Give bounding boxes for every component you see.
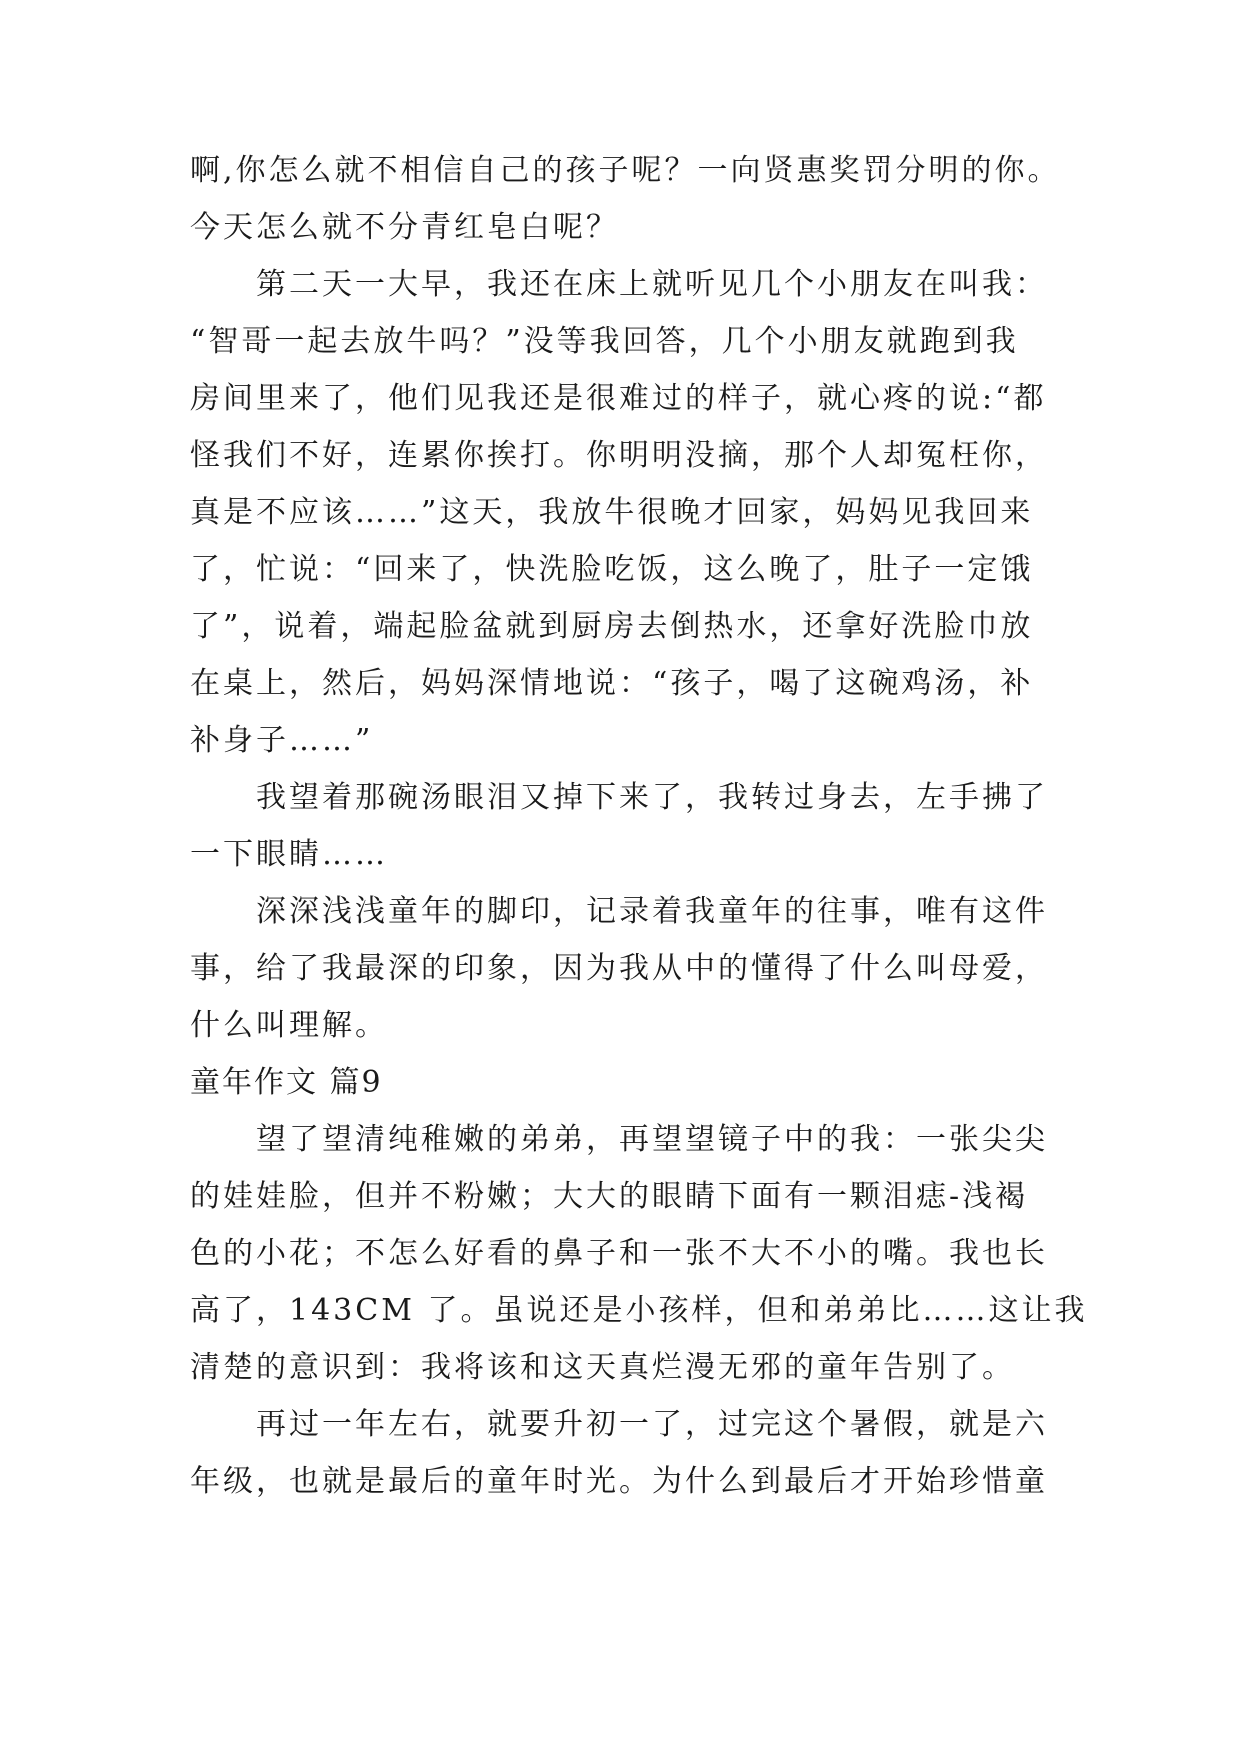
text-line: “智哥一起去放牛吗？”没等我回答，几个小朋友就跑到我 [190,324,1019,359]
text-line: 怪我们不好，连累你挨打。你明明没摘，那个人却冤枉你， [190,438,1048,473]
text-line: 我望着那碗汤眼泪又掉下来了，我转过身去，左手拂了 [256,780,1048,815]
text-line: 年级，也就是最后的童年时光。为什么到最后才开始珍惜童 [190,1464,1048,1499]
text-line: 再过一年左右，就要升初一了，过完这个暑假，就是六 [256,1407,1048,1442]
text-line: 深深浅浅童年的脚印，记录着我童年的往事，唯有这件 [256,894,1048,929]
text-line: 什么叫理解。 [190,1008,388,1043]
text-line: 一下眼睛…… [190,837,388,872]
text-line: 了，忙说：“回来了，快洗脸吃饭，这么晚了，肚子一定饿 [190,552,1034,587]
text-line: 高了，143CM 了。虽说还是小孩样，但和弟弟比……这让我 [190,1293,1088,1328]
text-line: 房间里来了，他们见我还是很难过的样子，就心疼的说:“都 [190,381,1047,416]
section-heading: 童年作文 篇9 [190,1065,383,1100]
text-line: 今天怎么就不分青红皂白呢？ [190,210,619,245]
text-line: 在桌上，然后，妈妈深情地说：“孩子，喝了这碗鸡汤，补 [190,666,1034,701]
text-line: 色的小花；不怎么好看的鼻子和一张不大不小的嘴。我也长 [190,1236,1048,1271]
text-line: 第二天一大早，我还在床上就听见几个小朋友在叫我： [256,267,1048,302]
text-line: 补身子……” [190,723,374,758]
text-line: 啊,你怎么就不相信自己的孩子呢？一向贤惠奖罚分明的你。 [190,153,1061,188]
text-line: 清楚的意识到：我将该和这天真烂漫无邪的童年告别了。 [190,1350,1015,1385]
text-line: 事，给了我最深的印象，因为我从中的懂得了什么叫母爱， [190,951,1048,986]
text-line: 真是不应该……”这天，我放牛很晚才回家，妈妈见我回来 [190,495,1034,530]
text-line: 望了望清纯稚嫩的弟弟，再望望镜子中的我：一张尖尖 [256,1122,1048,1157]
document-body [190,142,1090,1510]
text-line: 了”，说着，端起脸盆就到厨房去倒热水，还拿好洗脸巾放 [190,609,1034,644]
text-line: 的娃娃脸，但并不粉嫩；大大的眼睛下面有一颗泪痣-浅褐 [190,1179,1029,1214]
